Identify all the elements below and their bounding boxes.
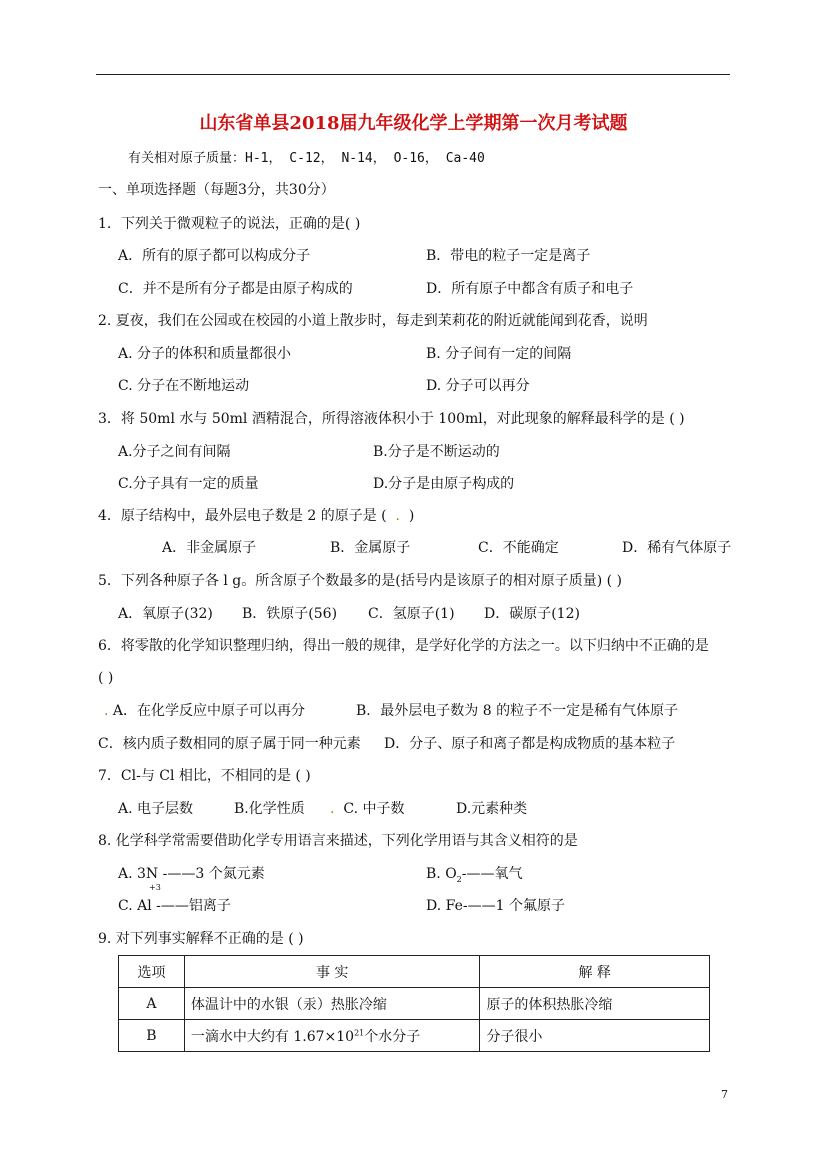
question-2-option-a: A. 分子的体积和质量都很小 — [118, 346, 292, 362]
question-4-option-a: A．非金属原子 — [162, 540, 257, 556]
section-heading: 一、单项选择题（每题3分，共30分） — [98, 182, 335, 198]
row-fact — [184, 1020, 480, 1052]
question-3-option-d: D.分子是由原子构成的 — [373, 476, 515, 492]
page-number: 7 — [721, 1088, 728, 1101]
question-4-option-d: D．稀有气体原子 — [622, 540, 732, 556]
question-3-option-b: B.分子是不断运动的 — [373, 444, 500, 460]
question-5-option-c: C．氢原子(1) — [368, 606, 455, 622]
question-5-option-d: D．碳原子(12) — [484, 606, 580, 622]
row-fact-post: 个水分子 — [364, 1028, 421, 1045]
question-8-stem: 8. 化学科学常需要借助化学专用语言来描述，下列化学用语与其含义相符的是 — [98, 833, 578, 849]
header-fact: 事 实 — [184, 956, 480, 988]
question-9-stem: 9. 对下列事实解释不正确的是 ( ) — [98, 931, 304, 947]
mark-dot: . — [330, 801, 335, 817]
question-4-stem — [98, 506, 414, 526]
header-explanation: 解 释 — [480, 956, 710, 988]
question-2-option-c: C. 分子在不断地运动 — [118, 378, 250, 394]
row-fact: 体温计中的水银（汞）热胀冷缩 — [184, 988, 480, 1020]
question-8-option-b-post: -——氧气 — [461, 866, 523, 882]
question-1-option-c: C．并不是所有分子都是由原子构成的 — [118, 281, 353, 297]
row-fact-pre: 一滴水中大约有 1.67×10 — [190, 1028, 355, 1045]
row-explanation: 原子的体积热胀冷缩 — [480, 988, 710, 1020]
table-row — [119, 988, 710, 1020]
question-6-stem: 6．将零散的化学知识整理归纳，得出一般的规律，是学好化学的方法之一。以下归纳中不正确的是 — [98, 638, 709, 654]
row-fact-exponent: 21 — [354, 1027, 365, 1037]
question-6-stem-paren: ( ) — [98, 670, 114, 686]
question-6-option-c: C．核内质子数相同的原子属于同一种元素 — [98, 736, 361, 752]
subscript-2: 2 — [456, 874, 462, 884]
question-3-stem: 3．将 50ml 水与 50ml 酒精混合，所得溶液体积小于 100ml，对此现象的解释最科学的是 ( ) — [98, 411, 685, 427]
question-8-option-d: D. Fe-——1 个氟原子 — [426, 898, 565, 914]
question-8-option-a: A. 3N -——3 个氮元素 — [118, 866, 265, 882]
question-8-option-b-pre: B. O — [426, 866, 457, 882]
question-5-option-a: A．氧原子(32) — [118, 606, 213, 622]
question-2-option-d: D. 分子可以再分 — [426, 378, 530, 394]
row-explanation: 分子很小 — [480, 1020, 710, 1052]
question-5-option-b: B．铁原子(56) — [242, 606, 338, 622]
charge-label: +3 — [149, 883, 161, 892]
question-3-option-a: A.分子之间有间隔 — [118, 444, 231, 460]
table-row — [119, 1020, 710, 1052]
question-4-option-b: B．金属原子 — [330, 540, 411, 556]
question-6-option-d: D．分子、原子和离子都是构成物质的基本粒子 — [384, 736, 676, 752]
table-header-row — [119, 956, 710, 988]
mark-dot: . — [395, 508, 400, 524]
question-2-stem: 2. 夏夜，我们在公园或在校园的小道上散步时，每走到茉莉花的附近就能闻到花香，说明 — [98, 313, 648, 329]
question-6-option-a: A．在化学反应中原子可以再分 — [112, 703, 306, 719]
question-8-option-c: C. Al -——铝离子 — [118, 898, 231, 914]
question-7-option-c-wrap — [330, 799, 404, 819]
header-option: 选项 — [119, 956, 185, 988]
mark-dot: . — [104, 703, 109, 719]
question-7-option-d: D.元素种类 — [456, 801, 528, 817]
row-option: A — [119, 988, 185, 1020]
question-6-option-a-wrap — [104, 701, 305, 721]
page-title: 山东省单县2018届九年级化学上学期第一次月考试题 — [199, 113, 628, 134]
question-1-option-b: B．带电的粒子一定是离子 — [426, 248, 591, 264]
question-1-option-a: A．所有的原子都可以构成分子 — [118, 248, 311, 264]
question-4-stem-text: 4．原子结构中，最外层电子数是 2 的原子是 ( — [98, 508, 387, 524]
question-8-option-b — [426, 864, 523, 890]
question-7-stem: 7．Cl-与 Cl 相比，不相同的是 ( ) — [98, 768, 311, 784]
question-7-option-a: A. 电子层数 — [118, 801, 194, 817]
question-7-option-b: B.化学性质 — [234, 801, 305, 817]
atomic-mass-note: 有关相对原子质量：H-1， C-12， N-14， O-16， Ca-40 — [128, 151, 485, 166]
question-6-option-b: B．最外层电子数为 8 的粒子不一定是稀有气体原子 — [356, 703, 679, 719]
top-rule — [96, 74, 730, 75]
question-3-option-c: C.分子具有一定的质量 — [118, 476, 259, 492]
question-4-option-c: C．不能确定 — [478, 540, 559, 556]
question-1-stem: 1．下列关于微观粒子的说法，正确的是( ) — [98, 216, 361, 232]
question-5-stem: 5．下列各种原子各 l g。所含原子个数最多的是(括号内是该原子的相对原子质量) ( ) — [98, 573, 622, 589]
question-7-option-c: C. 中子数 — [343, 801, 405, 817]
question-1-option-d: D．所有原子中都含有质子和电子 — [426, 281, 634, 297]
question-2-option-b: B. 分子间有一定的间隔 — [426, 346, 572, 362]
row-option: B — [119, 1020, 185, 1052]
question-9-table — [118, 955, 710, 1052]
question-4-stem-end: ) — [408, 508, 415, 524]
